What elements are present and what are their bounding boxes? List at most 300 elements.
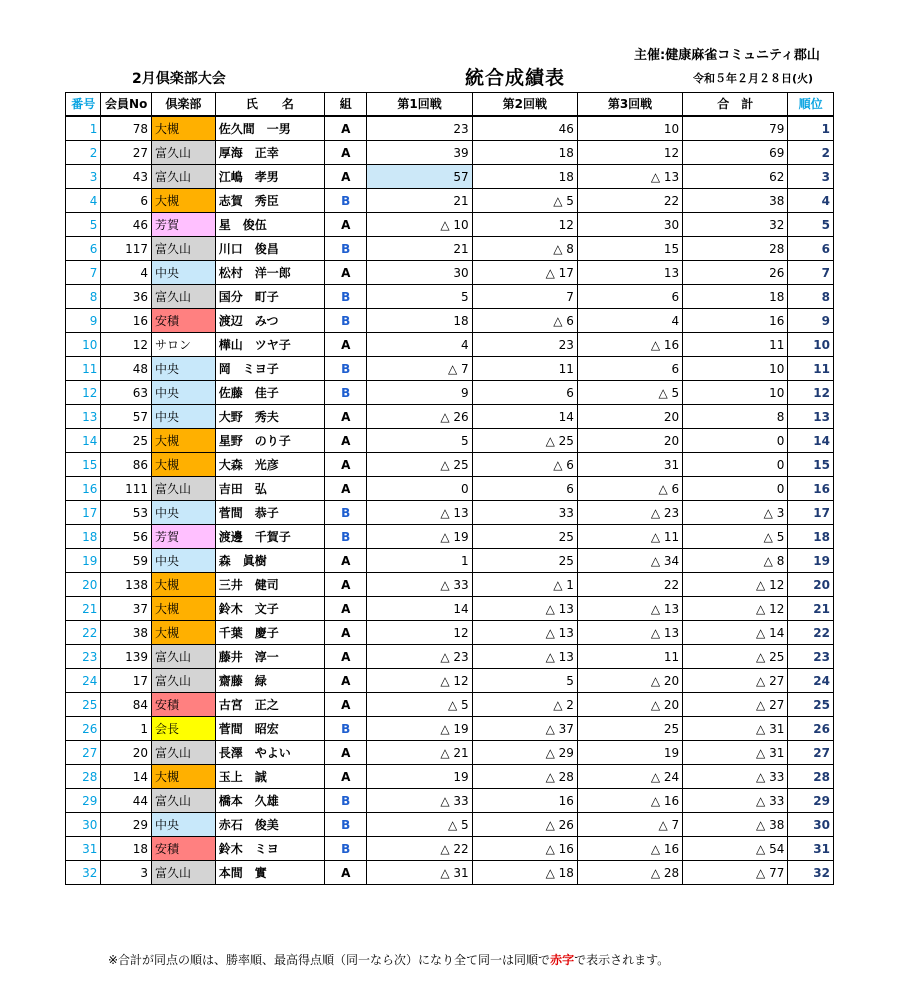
round3-cell: △ 7 [577,813,682,837]
total-cell: 69 [683,141,788,165]
footnote-text-end: で表示されます。 [574,953,670,967]
group-cell: B [324,309,366,333]
total-cell: △ 31 [683,717,788,741]
row-no: 4 [66,189,101,213]
round2-cell: △ 13 [472,597,577,621]
round1-cell: △ 21 [367,741,472,765]
round2-cell: 33 [472,501,577,525]
group-cell: B [324,813,366,837]
rank-cell: 22 [788,621,834,645]
row-no: 8 [66,285,101,309]
club-cell: 中央 [151,813,215,837]
event-date: 令和５年２月２８日(火) [693,72,814,85]
row-no: 22 [66,621,101,645]
round3-cell: △ 23 [577,501,682,525]
round1-cell: △ 19 [367,525,472,549]
total-cell: 10 [683,357,788,381]
total-cell: 0 [683,453,788,477]
group-cell: A [324,741,366,765]
col-header-group: 組 [324,93,366,117]
round2-cell: 14 [472,405,577,429]
round2-cell: △ 25 [472,429,577,453]
name-cell: 赤石 俊美 [215,813,324,837]
table-row [66,189,834,213]
club-cell: 芳賀 [151,213,215,237]
group-cell: B [324,381,366,405]
name-cell: 樺山 ツヤ子 [215,333,324,357]
rank-cell: 4 [788,189,834,213]
name-cell: 佐久間 一男 [215,116,324,141]
member-no-cell: 117 [101,237,152,261]
row-no: 10 [66,333,101,357]
group-cell: A [324,116,366,141]
club-cell: 会長 [151,717,215,741]
group-cell: B [324,837,366,861]
group-cell: A [324,645,366,669]
col-header-no: 番号 [66,93,101,117]
group-cell: A [324,597,366,621]
round2-cell: △ 13 [472,621,577,645]
club-cell: 中央 [151,549,215,573]
row-no: 32 [66,861,101,885]
round2-cell: △ 6 [472,309,577,333]
page-title: 統合成績表 [465,67,566,89]
name-cell: 齋藤 緑 [215,669,324,693]
rank-cell: 7 [788,261,834,285]
group-cell: A [324,669,366,693]
round2-cell: 16 [472,789,577,813]
round2-cell: △ 6 [472,453,577,477]
rank-cell: 2 [788,141,834,165]
round2-cell: △ 37 [472,717,577,741]
member-no-cell: 111 [101,477,152,501]
table-row [66,309,834,333]
total-cell: 32 [683,213,788,237]
table-row [66,477,834,501]
row-no: 14 [66,429,101,453]
rank-cell: 20 [788,573,834,597]
round1-cell: 1 [367,549,472,573]
club-cell: 安積 [151,693,215,717]
table-row [66,765,834,789]
round1-cell: △ 10 [367,213,472,237]
name-cell: 佐藤 佳子 [215,381,324,405]
round1-cell: △ 12 [367,669,472,693]
name-cell: 松村 洋一郎 [215,261,324,285]
table-row [66,116,834,141]
round1-cell: △ 23 [367,645,472,669]
col-header-member-no: 会員No [101,93,152,117]
club-cell: 大槻 [151,573,215,597]
total-cell: 18 [683,285,788,309]
name-cell: 本間 實 [215,861,324,885]
row-no: 21 [66,597,101,621]
rank-cell: 10 [788,333,834,357]
round3-cell: 20 [577,405,682,429]
group-cell: A [324,693,366,717]
round1-cell: 23 [367,116,472,141]
total-cell: △ 27 [683,693,788,717]
round2-cell: 6 [472,381,577,405]
club-cell: 大槻 [151,597,215,621]
member-no-cell: 14 [101,765,152,789]
round1-cell: 14 [367,597,472,621]
round3-cell: 10 [577,116,682,141]
table-row [66,861,834,885]
round1-cell: 4 [367,333,472,357]
row-no: 19 [66,549,101,573]
rank-cell: 25 [788,693,834,717]
results-body [66,116,834,885]
club-cell: 富久山 [151,741,215,765]
total-cell: 11 [683,333,788,357]
total-cell: 28 [683,237,788,261]
rank-cell: 6 [788,237,834,261]
round2-cell: 11 [472,357,577,381]
total-cell: △ 25 [683,645,788,669]
member-no-cell: 43 [101,165,152,189]
club-cell: 富久山 [151,669,215,693]
row-no: 13 [66,405,101,429]
row-no: 2 [66,141,101,165]
round3-cell: 4 [577,309,682,333]
round1-cell: 39 [367,141,472,165]
row-no: 11 [66,357,101,381]
row-no: 20 [66,573,101,597]
name-cell: 厚海 正幸 [215,141,324,165]
round1-cell: △ 26 [367,405,472,429]
col-header-club: 倶楽部 [151,93,215,117]
group-cell: A [324,765,366,789]
total-cell: 0 [683,429,788,453]
row-no: 31 [66,837,101,861]
round2-cell: △ 8 [472,237,577,261]
group-cell: A [324,213,366,237]
row-no: 29 [66,789,101,813]
member-no-cell: 57 [101,405,152,429]
round1-cell: 0 [367,477,472,501]
round3-cell: △ 5 [577,381,682,405]
round1-cell: 18 [367,309,472,333]
group-cell: B [324,789,366,813]
round3-cell: 25 [577,717,682,741]
round1-cell: △ 19 [367,717,472,741]
organizer-label: 主催:健康麻雀コミュニティ郡山 [634,48,820,63]
rank-cell: 24 [788,669,834,693]
col-header-round1: 第1回戦 [367,93,472,117]
table-row [66,621,834,645]
rank-cell: 9 [788,309,834,333]
round3-cell: △ 20 [577,669,682,693]
round2-cell: 23 [472,333,577,357]
round1-cell: 57 [367,165,472,189]
table-row [66,789,834,813]
club-cell: 大槻 [151,116,215,141]
group-cell: A [324,477,366,501]
event-name: 2月倶楽部大会 [132,71,226,87]
member-no-cell: 27 [101,141,152,165]
member-no-cell: 4 [101,261,152,285]
row-no: 28 [66,765,101,789]
round3-cell: △ 16 [577,837,682,861]
round2-cell: 12 [472,213,577,237]
total-cell: △ 12 [683,573,788,597]
results-table [65,92,834,885]
group-cell: A [324,165,366,189]
table-row [66,165,834,189]
round3-cell: 22 [577,189,682,213]
table-row [66,717,834,741]
name-cell: 大森 光彦 [215,453,324,477]
table-row [66,669,834,693]
name-cell: 森 眞樹 [215,549,324,573]
club-cell: 富久山 [151,141,215,165]
rank-cell: 3 [788,165,834,189]
group-cell: A [324,453,366,477]
group-cell: A [324,621,366,645]
round1-cell: △ 25 [367,453,472,477]
club-cell: 芳賀 [151,525,215,549]
row-no: 30 [66,813,101,837]
col-header-round3: 第3回戦 [577,93,682,117]
member-no-cell: 17 [101,669,152,693]
row-no: 24 [66,669,101,693]
name-cell: 鈴木 文子 [215,597,324,621]
table-row [66,549,834,573]
table-row [66,645,834,669]
total-cell: △ 54 [683,837,788,861]
member-no-cell: 38 [101,621,152,645]
round2-cell: △ 29 [472,741,577,765]
col-header-rank: 順位 [788,93,834,117]
round1-cell: △ 22 [367,837,472,861]
round3-cell: △ 11 [577,525,682,549]
club-cell: サロン [151,333,215,357]
name-cell: 国分 町子 [215,285,324,309]
member-no-cell: 53 [101,501,152,525]
member-no-cell: 139 [101,645,152,669]
name-cell: 玉上 誠 [215,765,324,789]
round2-cell: 25 [472,525,577,549]
header-row [66,93,834,117]
round3-cell: 31 [577,453,682,477]
row-no: 12 [66,381,101,405]
table-row [66,741,834,765]
footnote-text: ※合計が同点の順は、勝率順、最高得点順（同一なら次）になり全て同一は同順で [108,953,551,967]
member-no-cell: 16 [101,309,152,333]
round1-cell: 12 [367,621,472,645]
name-cell: 菅間 昭宏 [215,717,324,741]
club-cell: 大槻 [151,621,215,645]
table-row [66,213,834,237]
group-cell: B [324,285,366,309]
round1-cell: 30 [367,261,472,285]
round3-cell: △ 24 [577,765,682,789]
rank-cell: 5 [788,213,834,237]
table-row [66,837,834,861]
member-no-cell: 20 [101,741,152,765]
round3-cell: △ 13 [577,597,682,621]
rank-cell: 17 [788,501,834,525]
member-no-cell: 18 [101,837,152,861]
total-cell: △ 12 [683,597,788,621]
round1-cell: △ 33 [367,573,472,597]
round1-cell: 21 [367,189,472,213]
rank-cell: 15 [788,453,834,477]
round3-cell: 22 [577,573,682,597]
round3-cell: 15 [577,237,682,261]
total-cell: 0 [683,477,788,501]
round1-cell: △ 5 [367,813,472,837]
table-row [66,573,834,597]
round2-cell: △ 13 [472,645,577,669]
total-cell: △ 14 [683,621,788,645]
name-cell: 岡 ミヨ子 [215,357,324,381]
name-cell: 古宮 正之 [215,693,324,717]
club-cell: 富久山 [151,165,215,189]
round3-cell: 20 [577,429,682,453]
round3-cell: △ 34 [577,549,682,573]
row-no: 16 [66,477,101,501]
table-row [66,453,834,477]
member-no-cell: 46 [101,213,152,237]
round1-cell: 19 [367,765,472,789]
round2-cell: 7 [472,285,577,309]
table-row [66,501,834,525]
round2-cell: △ 28 [472,765,577,789]
total-cell: 8 [683,405,788,429]
round1-cell: 9 [367,381,472,405]
round3-cell: 12 [577,141,682,165]
member-no-cell: 1 [101,717,152,741]
name-cell: 菅間 恭子 [215,501,324,525]
round3-cell: △ 6 [577,477,682,501]
name-cell: 大野 秀夫 [215,405,324,429]
rank-cell: 32 [788,861,834,885]
member-no-cell: 84 [101,693,152,717]
club-cell: 大槻 [151,429,215,453]
col-header-round2: 第2回戦 [472,93,577,117]
round2-cell: 46 [472,116,577,141]
group-cell: A [324,261,366,285]
row-no: 5 [66,213,101,237]
group-cell: A [324,549,366,573]
name-cell: 吉田 弘 [215,477,324,501]
row-no: 3 [66,165,101,189]
round3-cell: △ 16 [577,789,682,813]
group-cell: B [324,189,366,213]
round1-cell: 21 [367,237,472,261]
club-cell: 富久山 [151,789,215,813]
round3-cell: 19 [577,741,682,765]
round3-cell: 11 [577,645,682,669]
total-cell: △ 27 [683,669,788,693]
total-cell: 38 [683,189,788,213]
round2-cell: 25 [472,549,577,573]
round2-cell: △ 17 [472,261,577,285]
member-no-cell: 56 [101,525,152,549]
name-cell: 志賀 秀臣 [215,189,324,213]
row-no: 26 [66,717,101,741]
name-cell: 川口 俊昌 [215,237,324,261]
footnote [108,951,669,968]
member-no-cell: 29 [101,813,152,837]
club-cell: 中央 [151,501,215,525]
row-no: 7 [66,261,101,285]
col-header-name: 氏 名 [215,93,324,117]
round3-cell: △ 13 [577,621,682,645]
round1-cell: △ 33 [367,789,472,813]
member-no-cell: 48 [101,357,152,381]
round2-cell: △ 5 [472,189,577,213]
table-row [66,405,834,429]
total-cell: 62 [683,165,788,189]
group-cell: B [324,237,366,261]
name-cell: 星 俊伍 [215,213,324,237]
rank-cell: 29 [788,789,834,813]
total-cell: 10 [683,381,788,405]
row-no: 6 [66,237,101,261]
name-cell: 三井 健司 [215,573,324,597]
round2-cell: △ 18 [472,861,577,885]
name-cell: 星野 のり子 [215,429,324,453]
row-no: 15 [66,453,101,477]
club-cell: 大槻 [151,189,215,213]
name-cell: 千葉 慶子 [215,621,324,645]
row-no: 23 [66,645,101,669]
round1-cell: △ 13 [367,501,472,525]
group-cell: B [324,357,366,381]
round3-cell: 30 [577,213,682,237]
club-cell: 安積 [151,837,215,861]
rank-cell: 13 [788,405,834,429]
round1-cell: △ 5 [367,693,472,717]
row-no: 1 [66,116,101,141]
round2-cell: 18 [472,141,577,165]
member-no-cell: 3 [101,861,152,885]
name-cell: 藤井 淳一 [215,645,324,669]
club-cell: 富久山 [151,645,215,669]
rank-cell: 12 [788,381,834,405]
rank-cell: 28 [788,765,834,789]
rank-cell: 31 [788,837,834,861]
round2-cell: 5 [472,669,577,693]
round3-cell: 13 [577,261,682,285]
rank-cell: 8 [788,285,834,309]
group-cell: A [324,333,366,357]
name-cell: 鈴木 ミヨ [215,837,324,861]
member-no-cell: 138 [101,573,152,597]
rank-cell: 18 [788,525,834,549]
round2-cell: 18 [472,165,577,189]
table-row [66,261,834,285]
group-cell: A [324,573,366,597]
member-no-cell: 6 [101,189,152,213]
member-no-cell: 12 [101,333,152,357]
member-no-cell: 37 [101,597,152,621]
club-cell: 中央 [151,261,215,285]
club-cell: 中央 [151,357,215,381]
table-row [66,333,834,357]
rank-cell: 23 [788,645,834,669]
round2-cell: △ 16 [472,837,577,861]
member-no-cell: 63 [101,381,152,405]
club-cell: 富久山 [151,285,215,309]
rank-cell: 21 [788,597,834,621]
row-no: 27 [66,741,101,765]
total-cell: △ 5 [683,525,788,549]
table-row [66,813,834,837]
